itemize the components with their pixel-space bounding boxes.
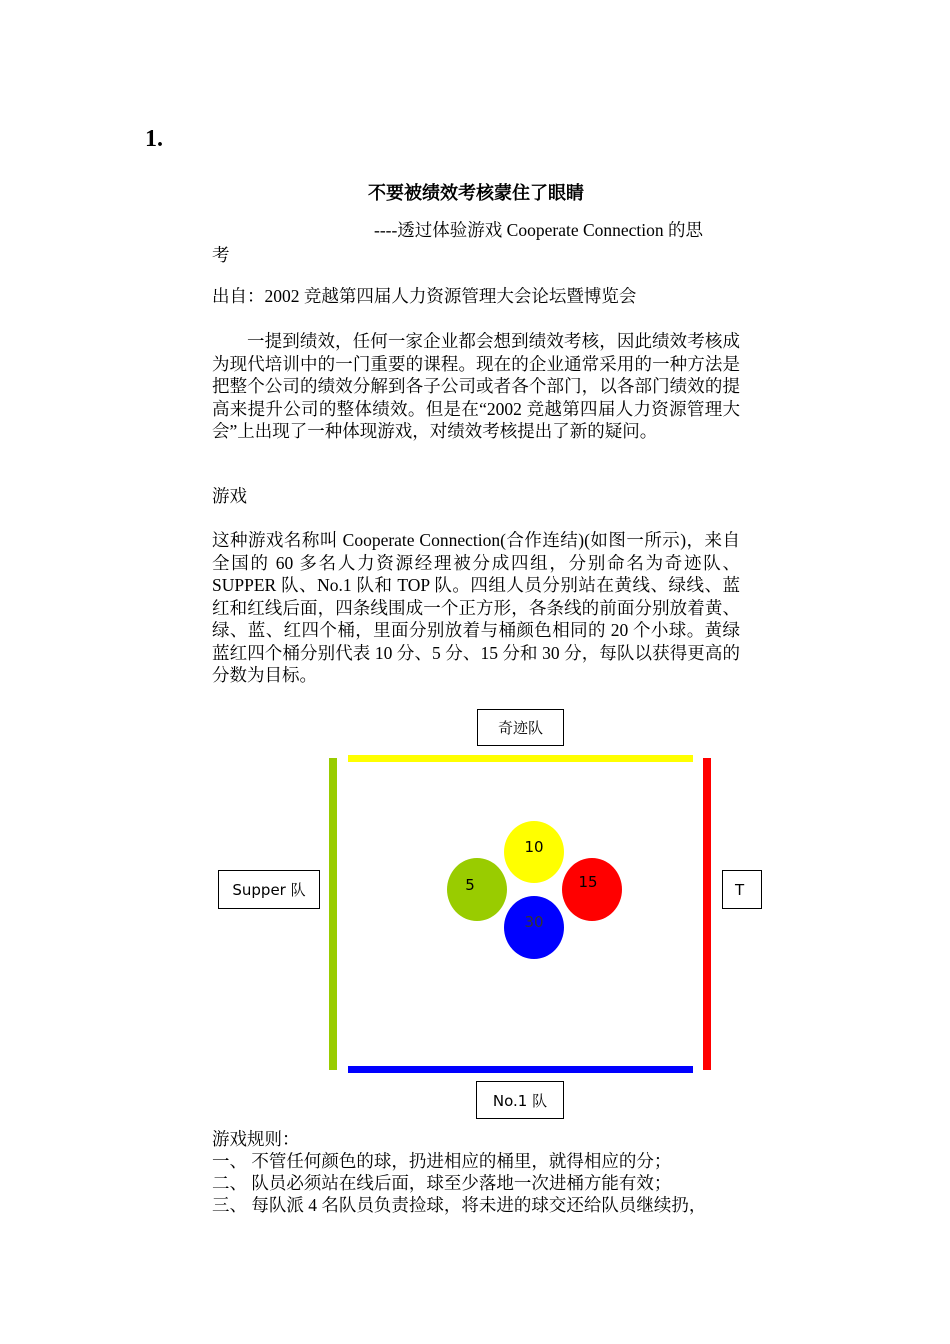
rule-item: 一、 不管任何颜色的球，扔进相应的桶里，就得相应的分； (212, 1151, 672, 1171)
blue-line (348, 1066, 693, 1073)
team-top-label: 奇迹队 (477, 709, 564, 746)
bucket-green-label: 5 (465, 875, 475, 894)
team-right-label: T (722, 870, 762, 909)
team-bottom-label: No.1 队 (476, 1081, 564, 1119)
yellow-line (348, 755, 693, 762)
game-paragraph: 这种游戏名称叫 Cooperate Connection(合作连结)(如图一所示)，来自全国的 60 多名人力资源经理被分成四组，分别命名为奇迹队、SUPPER 队、No.1 队和 TOP 队。四组人员分别站在黄线、绿线、蓝红和红线后面，四条线围成一个正方形，各条线的前面分别放着黄、绿、蓝、红四个桶，里面分别放着与桶颜色相同的 20 个小球。黄绿蓝红四个桶分别代表 10 分、5 分、15 分和 30 分，每队以获得更高的分数为目标。 (212, 530, 740, 685)
bucket-green (447, 858, 507, 921)
rule-item: 三、 每队派 4 名队员负责捡球，将未进的球交还给队员继续扔， (212, 1195, 707, 1215)
bucket-red-label: 15 (578, 872, 598, 891)
bucket-yellow-label: 10 (524, 838, 544, 856)
bucket-red (562, 858, 622, 921)
subtitle-line-1: ----透过体验游戏 Cooperate Connection 的思 (374, 220, 704, 240)
rule-item: 二、 队员必须站在线后面，球至少落地一次进桶方能有效； (212, 1173, 672, 1193)
section-number: 1. (145, 126, 163, 152)
game-diagram (212, 700, 745, 1125)
bucket-blue-label: 30 (524, 912, 544, 931)
bucket-yellow (504, 821, 564, 883)
bucket-blue (504, 896, 564, 959)
rules-heading: 游戏规则： (212, 1129, 300, 1149)
team-left-label: Supper 队 (218, 870, 320, 909)
source-line: 出自：2002 竞越第四届人力资源管理大会论坛暨博览会 (212, 286, 637, 306)
red-line (703, 758, 711, 1070)
subtitle-line-2: 考 (212, 245, 230, 265)
green-line (329, 758, 337, 1070)
article-title: 不要被绩效考核蒙住了眼睛 (368, 183, 584, 204)
intro-paragraph: 一提到绩效，任何一家企业都会想到绩效考核，因此绩效考核成为现代培训中的一门重要的课程。现在的企业通常采用的一种方法是把整个公司的绩效分解到各子公司或者各个部门，以各部门绩效的提高来提升公司的整体绩效。但是在“2002 竞越第四届人力资源管理大会”上出现了一种体现游戏，对绩效考核提出了新的疑问。 (212, 331, 740, 441)
game-heading: 游戏 (212, 486, 247, 506)
